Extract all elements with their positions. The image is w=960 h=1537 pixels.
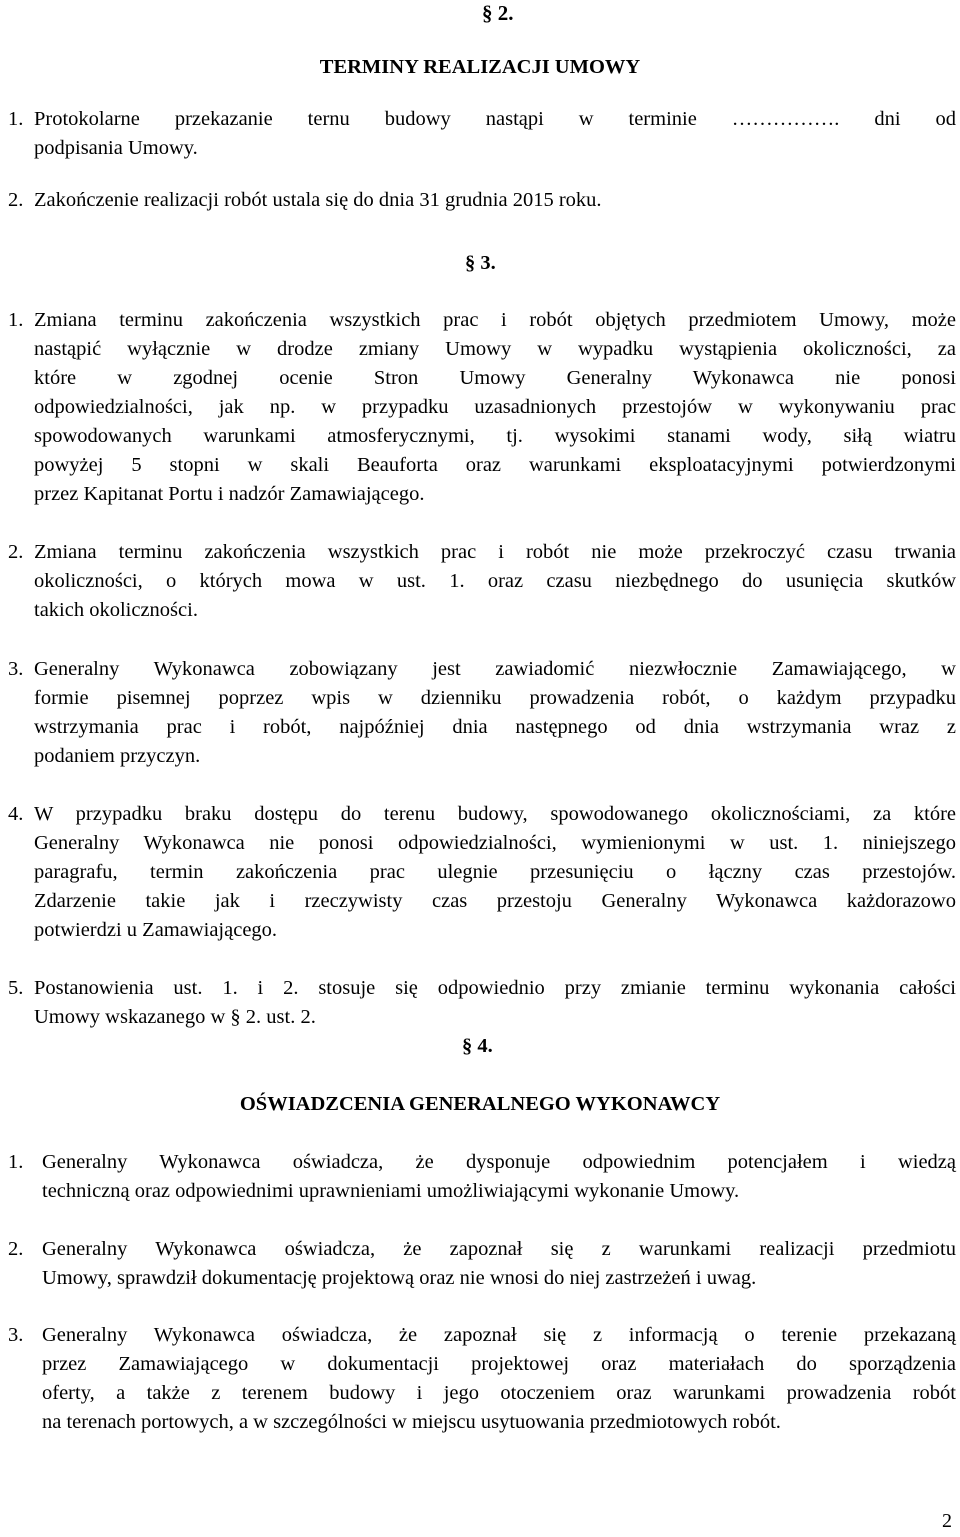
section-4-title: OŚWIADZCENIA GENERALNEGO WYKONAWCY: [239, 1093, 721, 1115]
s3-item2-line: okoliczności, o których mowa w ust. 1. oraz czasu niezbędnego do usunięcia skutków: [34, 570, 956, 592]
s3-item4-line: Generalny Wykonawca nie ponosi odpowiedzialności, wymienionymi w ust. 1. niniejszego: [34, 832, 956, 854]
s2-item1-num: 1.: [8, 108, 24, 130]
s4-item2-line: Umowy, sprawdził dokumentację projektową oraz nie wnosi do niej zastrzeżeń i uwag.: [42, 1267, 757, 1289]
s2-item1-line: podpisania Umowy.: [34, 137, 198, 159]
s3-item3-line: podaniem przyczyn.: [34, 745, 201, 767]
s3-item3-line: formie pisemnej poprzez wpis w dzienniku prowadzenia robót, o każdym przypadku: [34, 687, 956, 709]
s3-item4-line: paragrafu, termin zakończenia prac ulegnie przesunięciu o łączny czas przestojów.: [34, 861, 956, 883]
s4-item2-num: 2.: [8, 1238, 24, 1260]
s3-item4-line: W przypadku braku dostępu do terenu budowy, spowodowanego okolicznościami, za które: [34, 803, 956, 825]
s3-item3-line: wstrzymania prac i robót, najpóźniej dnia następnego od dnia wstrzymania wraz z: [34, 716, 956, 738]
s3-item1-line: Zmiana terminu zakończenia wszystkich prac i robót objętych przedmiotem Umowy, może: [34, 309, 956, 331]
s3-item1-line: nastąpić wyłącznie w drodze zmiany Umowy w wypadku wystąpienia okoliczności, za: [34, 338, 956, 360]
s3-item1-num: 1.: [8, 309, 24, 331]
s3-item4-line: potwierdzi u Zamawiającego.: [34, 919, 278, 941]
section-4-heading: § 4.: [462, 1035, 493, 1057]
s3-item1-line: powyżej 5 stopni w skali Beauforta oraz warunkami eksploatacyjnymi potwierdzonymi: [34, 454, 956, 476]
s4-item1-line: techniczną oraz odpowiednimi uprawnieniami umożliwiającymi wykonanie Umowy.: [42, 1180, 740, 1202]
s3-item4-num: 4.: [8, 803, 24, 825]
s3-item3-line: Generalny Wykonawca zobowiązany jest zawiadomić niezwłocznie Zamawiającego, w: [34, 658, 956, 680]
s3-item5-num: 5.: [8, 977, 24, 999]
section-2-heading: § 2.: [482, 1, 514, 25]
section-2-title: TERMINY REALIZACJI UMOWY: [319, 56, 641, 78]
s3-item1-line: przez Kapitanat Portu i nadzór Zamawiającego.: [34, 483, 425, 505]
s2-item2-line: Zakończenie realizacji robót ustala się do dnia 31 grudnia 2015 roku.: [34, 189, 602, 211]
s3-item2-num: 2.: [8, 541, 24, 563]
s4-item1-line: Generalny Wykonawca oświadcza, że dysponuje odpowiednim potencjałem i wiedzą: [42, 1151, 956, 1173]
s3-item1-line: które w zgodnej ocenie Stron Umowy Generalny Wykonawca nie ponosi: [34, 367, 956, 389]
s4-item3-line: przez Zamawiającego w dokumentacji projektowej oraz materiałach do sporządzenia: [42, 1353, 956, 1375]
s2-item1-line: Protokolarne przekazanie ternu budowy nastąpi w terminie ……………. dni od: [34, 108, 956, 130]
s3-item5-line: Umowy wskazanego w § 2. ust. 2.: [34, 1006, 316, 1028]
s4-item3-line: na terenach portowych, a w szczególności w miejscu usytuowania przedmiotowych robót.: [42, 1411, 781, 1433]
s3-item2-line: Zmiana terminu zakończenia wszystkich prac i robót nie może przekroczyć czasu trwania: [34, 541, 956, 563]
s4-item3-line: Generalny Wykonawca oświadcza, że zapoznał się z informacją o terenie przekazaną: [42, 1324, 956, 1346]
s4-item2-line: Generalny Wykonawca oświadcza, że zapoznał się z warunkami realizacji przedmiotu: [42, 1238, 956, 1260]
s3-item4-line: Zdarzenie takie jak i rzeczywisty czas przestoju Generalny Wykonawca każdorazowo: [34, 890, 956, 912]
s3-item5-line: Postanowienia ust. 1. i 2. stosuje się odpowiednio przy zmianie terminu wykonania całości: [34, 977, 956, 999]
s4-item3-line: oferty, a także z terenem budowy i jego otoczeniem oraz warunkami prowadzenia robót: [42, 1382, 956, 1404]
section-3-heading: § 3.: [465, 252, 496, 274]
s3-item2-line: takich okoliczności.: [34, 599, 198, 621]
s4-item3-num: 3.: [8, 1324, 24, 1346]
s2-item2-num: 2.: [8, 189, 24, 211]
s3-item1-line: odpowiedzialności, jak np. w przypadku uzasadnionych przestojów w wykonywaniu prac: [34, 396, 956, 418]
s4-item1-num: 1.: [8, 1151, 24, 1173]
s3-item3-num: 3.: [8, 658, 24, 680]
s3-item1-line: spowodowanych warunkami atmosferycznymi, tj. wysokimi stanami wody, siłą wiatru: [34, 425, 956, 447]
page-number: 2: [942, 1510, 952, 1532]
